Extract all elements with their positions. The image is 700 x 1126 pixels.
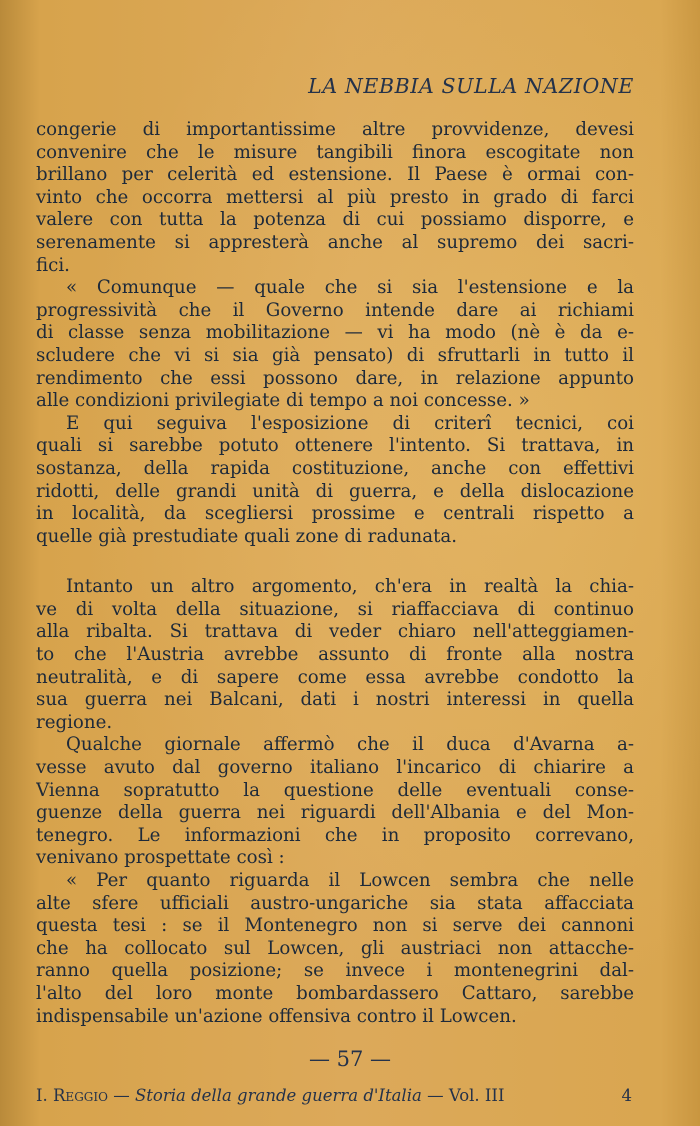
text-line: vesse avuto dal governo italiano l'incarico di chiarire a	[36, 757, 634, 779]
text-line: sua guerra nei Balcani, dati i nostri interessi in quella	[36, 689, 634, 711]
paragraph	[36, 413, 634, 549]
text-line: alla ribalta. Si trattava di veder chiaro nell'atteggiamen-	[36, 621, 634, 643]
text-line: l'alto del loro monte bombardassero Cattaro, sarebbe	[36, 982, 634, 1004]
text-line: neutralità, e di sapere come essa avrebbe condotto la	[36, 666, 634, 688]
text-line: Qualche giornale affermò che il duca d'Avarna a-	[66, 734, 634, 756]
paragraph	[36, 277, 634, 413]
text-line: scludere che vi si sia già pensato) di sfruttarli in tutto il	[36, 344, 634, 366]
text-line: questa tesi : se il Montenegro non si serve dei cannoni	[36, 915, 634, 937]
footer-volume: Vol. III	[448, 1086, 505, 1105]
text-line: quelle già prestudiate quali zone di radunata.	[36, 525, 458, 547]
text-line: di classe senza mobilitazione — vi ha modo (nè è da e-	[36, 322, 634, 344]
text-line: congerie di importantissime altre provvidenze, devesi	[36, 119, 634, 140]
text-line: in località, da scegliersi prossime e centrali rispetto a	[36, 503, 634, 525]
footer-title: Storia della grande guerra d'Italia	[134, 1086, 422, 1105]
text-line: Vienna sopratutto la questione delle eventuali conse-	[36, 779, 634, 801]
text-line: serenamente si appresterà anche al supremo dei sacri-	[36, 231, 634, 253]
footer-author: I. Reggio	[36, 1086, 108, 1105]
text-line: progressività che il Governo intende dare ai richiami	[36, 299, 634, 321]
text-line: « Per quanto riguarda il Lowcen sembra che nelle	[66, 870, 634, 891]
text-line: venivano prospettate così :	[36, 847, 285, 869]
text-line: ridotti, delle grandi unità di guerra, e della dislocazione	[36, 480, 634, 502]
paragraph	[36, 870, 634, 1028]
text-line: rendimento che essi possono dare, in relazione appunto	[36, 367, 634, 389]
footer-dash: —	[427, 1086, 444, 1105]
text-line: E qui seguiva l'esposizione di criterî tecnici, coi	[66, 412, 634, 434]
text-line: brillano per celerità ed estensione. Il Paese è ormai con-	[36, 164, 634, 186]
text-line: sostanza, della rapida costituzione, anche con effettivi	[36, 457, 634, 479]
footer-dash: —	[113, 1086, 130, 1105]
text-line: valere con tutta la potenza di cui possiamo disporre, e	[36, 209, 634, 231]
text-line: vinto che occorra mettersi al più presto in grado di farci	[36, 186, 634, 208]
text-line: quali si sarebbe potuto ottenere l'intento. Si trattava, in	[36, 435, 634, 457]
text-line: guenze della guerra nei riguardi dell'Albania e del Mon-	[36, 802, 634, 824]
text-line: ranno quella posizione; se invece i montenegrini dal-	[36, 960, 634, 982]
text-line: regione.	[36, 711, 113, 733]
running-head: LA NEBBIA SULLA NAZIONE	[308, 74, 634, 98]
footer-signature: 4	[621, 1086, 632, 1105]
text-line: che ha collocato sul Lowcen, gli austriaci non attacche-	[36, 937, 634, 959]
text-line: alle condizioni privilegiate di tempo a noi concesse. »	[36, 390, 530, 412]
text-line: indispensabile un'azione offensiva contro il Lowcen.	[36, 1005, 517, 1027]
text-line: ve di volta della situazione, si riaffacciava di continuo	[36, 598, 634, 620]
text-line: fici.	[36, 254, 70, 276]
text-line: to che l'Austria avrebbe assunto di fronte alla nostra	[36, 644, 634, 666]
page-number: — 57 —	[308, 1047, 392, 1071]
paragraph	[36, 119, 634, 277]
body-text	[36, 119, 634, 1028]
text-line: alte sfere ufficiali austro-ungariche sia stata affacciata	[36, 892, 634, 914]
text-line: tenegro. Le informazioni che in proposito correvano,	[36, 824, 634, 846]
footer-line	[36, 1086, 632, 1105]
text-line: Intanto un altro argomento, ch'era in realtà la chia-	[66, 576, 634, 598]
paragraph	[36, 734, 634, 870]
text-line: convenire che le misure tangibili finora escogitate non	[36, 141, 634, 163]
text-line: « Comunque — quale che si sia l'estensione e la	[66, 277, 634, 299]
paragraph	[36, 576, 634, 734]
section-gap	[36, 548, 634, 576]
